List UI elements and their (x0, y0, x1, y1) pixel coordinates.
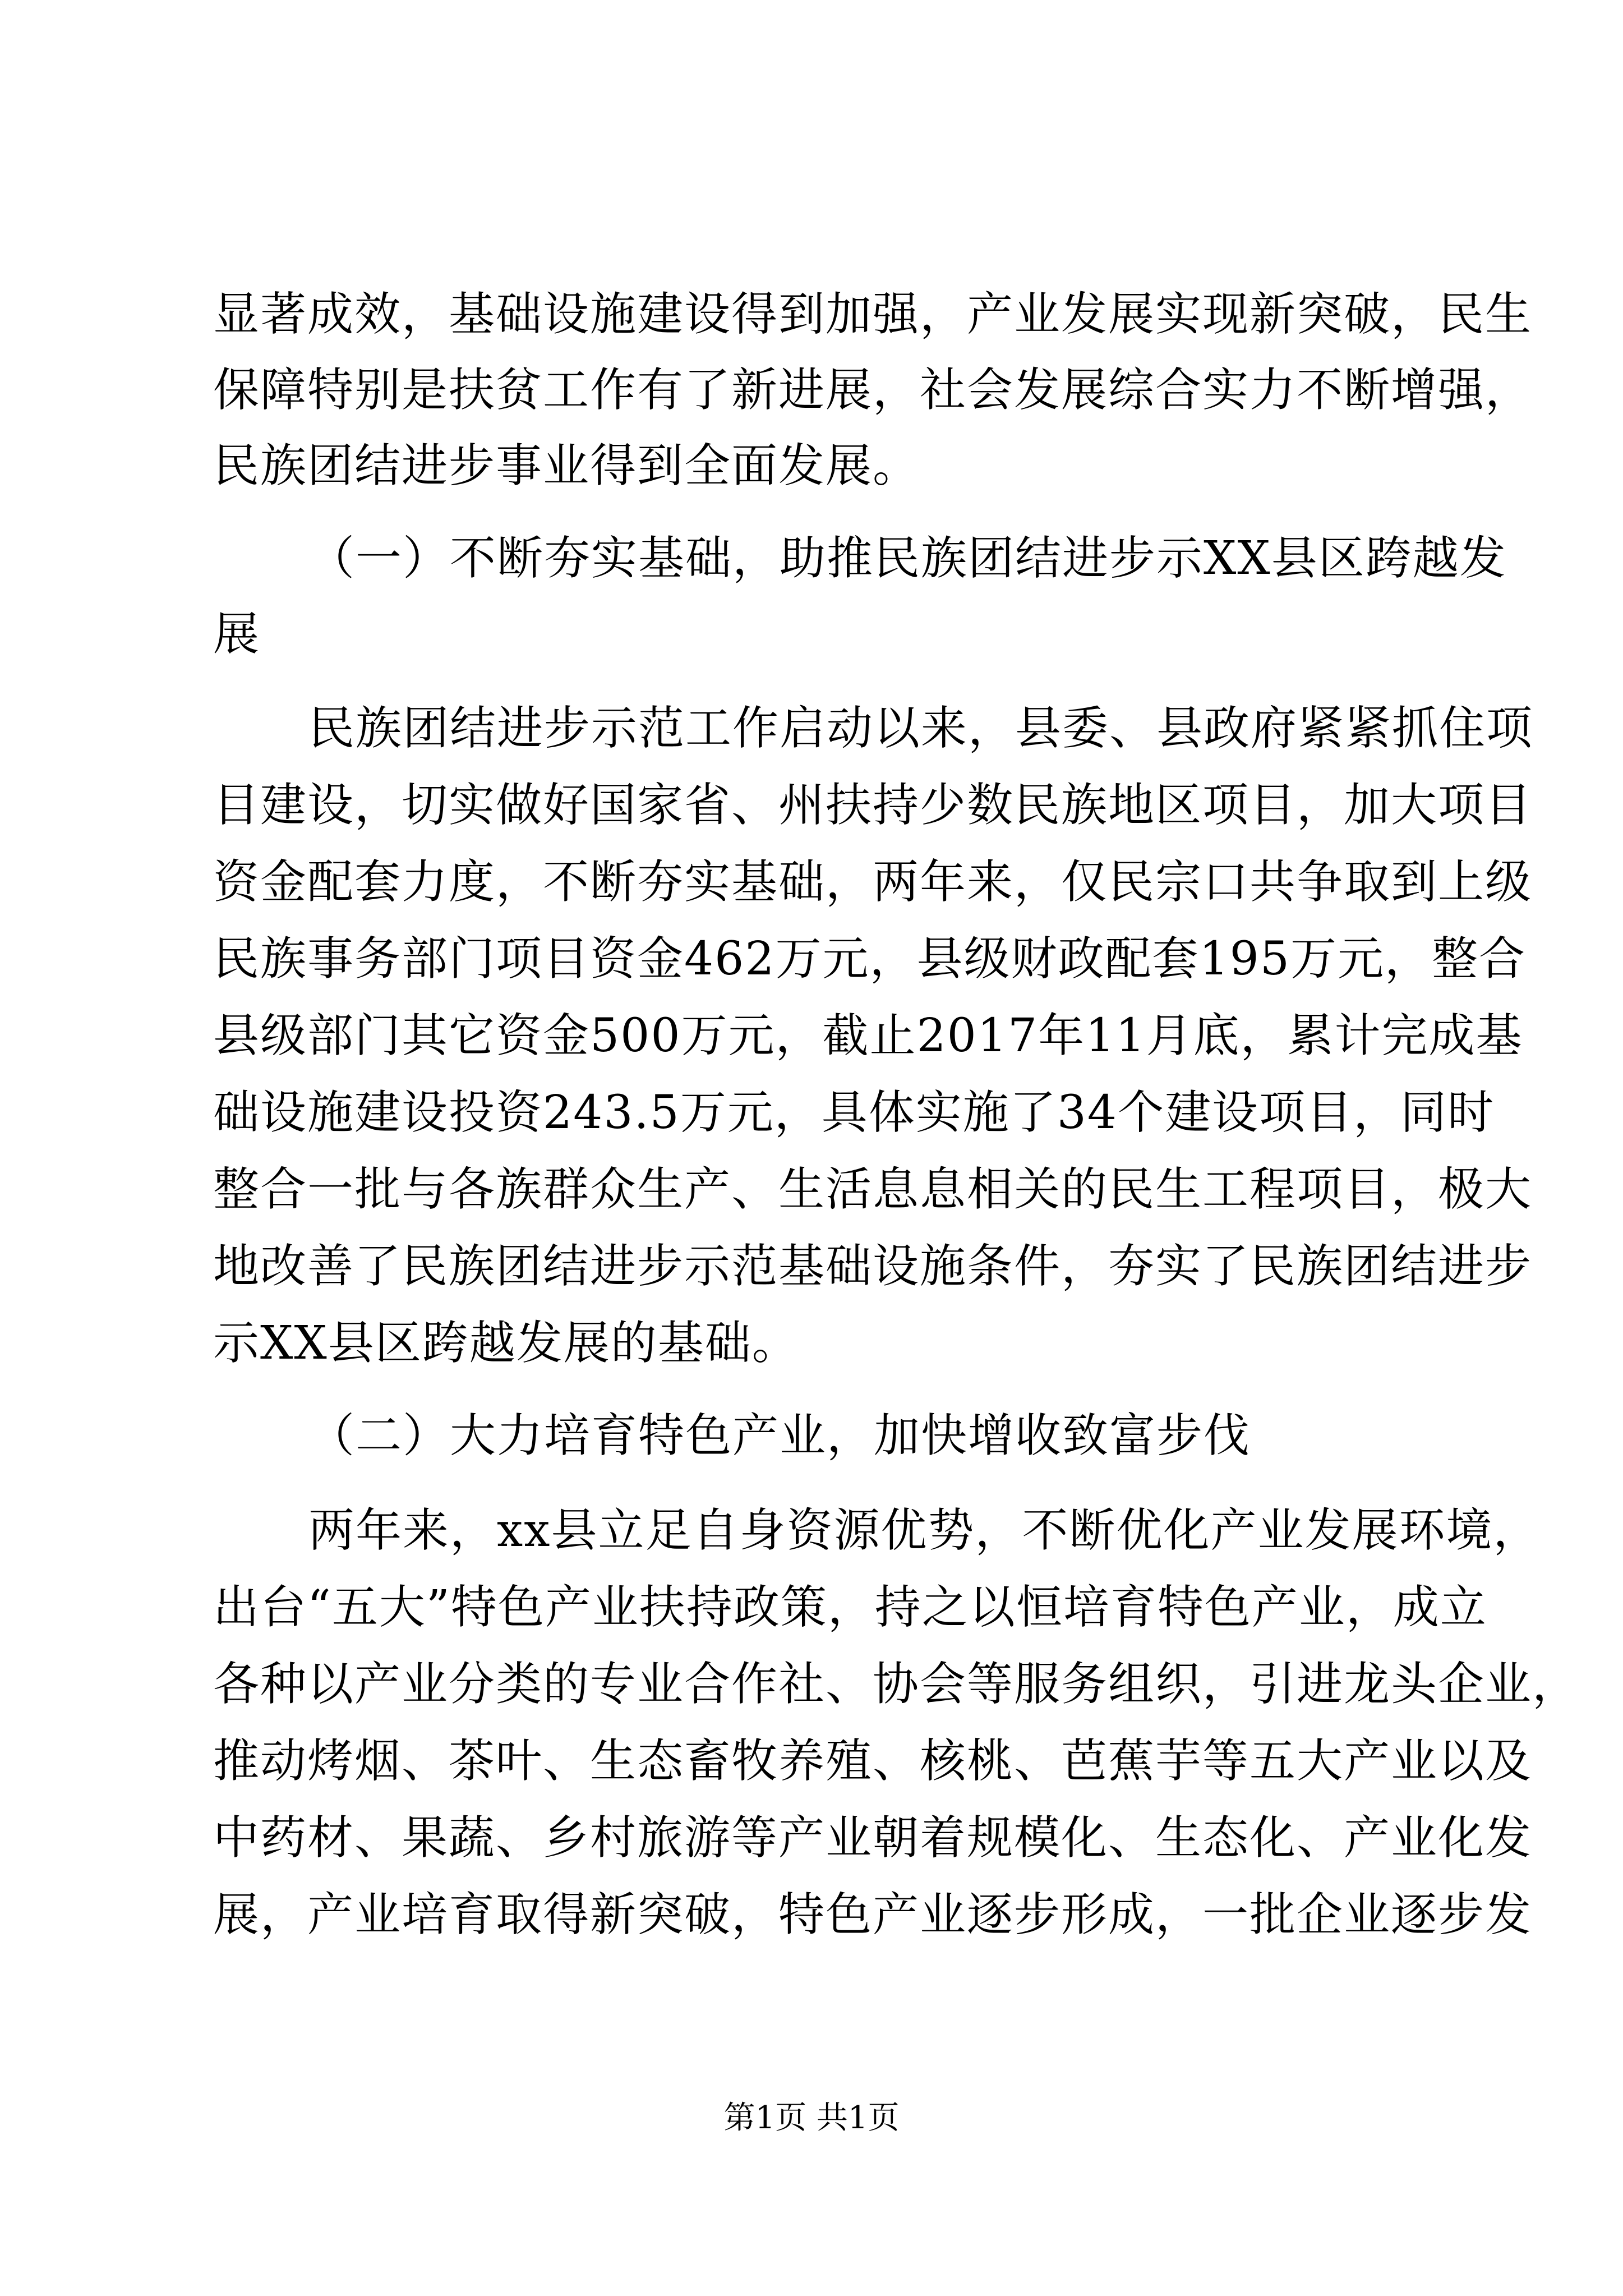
paragraph-2-line-5: 中药材、果蔬、乡村旅游等产业朝着规模化、生态化、产业化发 (213, 1811, 1533, 1865)
page-number-footer: 第1页 共1页 (723, 2100, 900, 2136)
text-line-2: 保障特别是扶贫工作有了新进展，社会发展综合实力不断增强， (213, 364, 1533, 417)
paragraph-2-line-6: 展，产业培育取得新突破，特色产业逐步形成，一批企业逐步发 (213, 1888, 1533, 1941)
paragraph-1-line-5: 县级部门其它资金500万元，截止2017年11月底，累计完成基 (213, 1009, 1523, 1062)
section-heading-1: （一）不断夯实基础，助推民族团结进步示XX县区跨越发 (308, 532, 1507, 585)
text-line-1: 显著成效，基础设施建设得到加强，产业发展实现新突破，民生 (213, 288, 1533, 341)
paragraph-2-line-4: 推动烤烟、茶叶、生态畜牧养殖、核桃、芭蕉芋等五大产业以及 (213, 1734, 1533, 1788)
paragraph-1-line-6: 础设施建设投资243.5万元，具体实施了34个建设项目，同时 (213, 1086, 1495, 1139)
paragraph-1-line-3: 资金配套力度，不断夯实基础，两年来，仅民宗口共争取到上级 (213, 855, 1533, 909)
paragraph-1-line-2: 目建设，切实做好国家省、州扶持少数民族地区项目，加大项目 (213, 779, 1533, 832)
paragraph-2-line-1: 两年来，xx县立足自身资源优势，不断优化产业发展环境， (308, 1504, 1541, 1557)
paragraph-1-line-1: 民族团结进步示范工作启动以来，县委、县政府紧紧抓住项 (308, 702, 1534, 755)
paragraph-1-line-7: 整合一批与各族群众生产、生活息息相关的民生工程项目，极大 (213, 1163, 1533, 1216)
paragraph-2-line-3: 各种以产业分类的专业合作社、协会等服务组织，引进龙头企业， (213, 1658, 1580, 1711)
text-line-3: 民族团结进步事业得到全面发展。 (213, 439, 920, 493)
paragraph-1-line-8: 地改善了民族团结进步示范基础设施条件，夯实了民族团结进步 (213, 1240, 1533, 1293)
section-heading-2: （二）大力培育特色产业，加快增收致富步伐 (308, 1409, 1251, 1462)
section-heading-1-cont: 展 (213, 608, 261, 661)
paragraph-1-line-4: 民族事务部门项目资金462万元，县级财政配套195万元，整合 (213, 932, 1527, 986)
paragraph-1-line-9: 示XX县区跨越发展的基础。 (213, 1317, 799, 1370)
paragraph-2-line-2: 出台“五大”特色产业扶持政策，持之以恒培育特色产业，成立 (213, 1581, 1487, 1634)
